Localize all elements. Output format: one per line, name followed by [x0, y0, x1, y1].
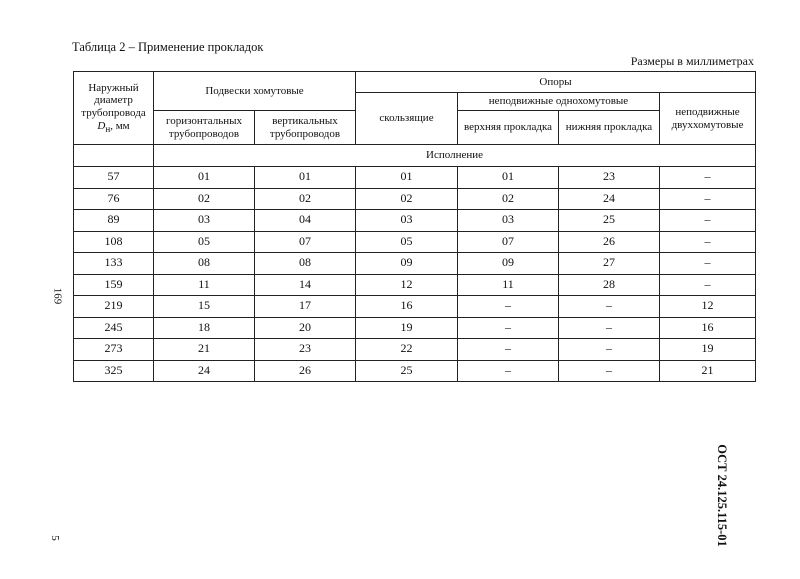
header-fixed-single: неподвижные однохомутовые	[458, 93, 660, 111]
table-row	[74, 274, 756, 296]
header-diameter-subscript: н	[105, 123, 111, 134]
table-cell: 133	[74, 253, 154, 275]
table-cell: –	[559, 296, 660, 318]
header-diameter-continuation	[74, 145, 154, 167]
table-cell: 07	[255, 231, 356, 253]
table-cell: 19	[660, 339, 756, 361]
table-cell: 325	[74, 360, 154, 382]
table-row	[74, 360, 756, 382]
table-cell: 09	[458, 253, 559, 275]
table-cell: 19	[356, 317, 458, 339]
table-row	[74, 317, 756, 339]
table-cell: 05	[356, 231, 458, 253]
header-diameter-unit: , мм	[110, 119, 130, 132]
table-cell: 89	[74, 210, 154, 232]
table-cell: –	[660, 188, 756, 210]
table-cell: 01	[154, 167, 255, 189]
table-cell: 22	[356, 339, 458, 361]
table-cell: 03	[458, 210, 559, 232]
table-cell: 11	[154, 274, 255, 296]
table-cell: –	[559, 317, 660, 339]
header-lower-gasket: нижняя прокладка	[559, 111, 660, 145]
table-cell: 02	[154, 188, 255, 210]
table-cell: 05	[154, 231, 255, 253]
table-cell: 25	[356, 360, 458, 382]
table-cell: 24	[559, 188, 660, 210]
header-diameter-symbol: D	[97, 119, 106, 132]
table-row	[74, 167, 756, 189]
table-cell: –	[559, 360, 660, 382]
table-cell: 01	[255, 167, 356, 189]
table-cell: 02	[458, 188, 559, 210]
page-number: 5	[48, 535, 61, 541]
table-row	[74, 188, 756, 210]
table-row	[74, 253, 756, 275]
header-diameter-label: Наружный диаметр трубопровода	[81, 81, 146, 119]
header-sliding: скользящие	[356, 93, 458, 145]
table-row	[74, 210, 756, 232]
table-cell: 27	[559, 253, 660, 275]
table-cell: –	[660, 253, 756, 275]
header-horizontal: горизонтальных трубопроводов	[154, 111, 255, 145]
header-vertical: вертикальных трубопроводов	[255, 111, 356, 145]
table-cell: 26	[559, 231, 660, 253]
table-cell: 11	[458, 274, 559, 296]
header-fixed-double: неподвижные двуххомутовые	[660, 93, 756, 145]
table-cell: 03	[356, 210, 458, 232]
table-row	[74, 231, 756, 253]
table-cell: 26	[255, 360, 356, 382]
table-cell: 28	[559, 274, 660, 296]
table-caption: Таблица 2 – Применение прокладок	[72, 40, 264, 54]
table-cell: 17	[255, 296, 356, 318]
table-cell: –	[458, 296, 559, 318]
table-cell: 04	[255, 210, 356, 232]
table-row	[74, 296, 756, 318]
table-cell: 219	[74, 296, 154, 318]
table-cell: 57	[74, 167, 154, 189]
table-cell: –	[660, 167, 756, 189]
table-cell: 245	[74, 317, 154, 339]
gasket-application-table	[73, 71, 756, 382]
table-cell: 24	[154, 360, 255, 382]
standard-code: ОСТ 24.125.115-01	[714, 444, 729, 547]
table-cell: 108	[74, 231, 154, 253]
table-cell: 21	[660, 360, 756, 382]
table-cell: 02	[255, 188, 356, 210]
table-cell: 07	[458, 231, 559, 253]
table-cell: 23	[255, 339, 356, 361]
table-cell: 16	[356, 296, 458, 318]
table-cell: 18	[154, 317, 255, 339]
table-cell: 16	[660, 317, 756, 339]
table-cell: 273	[74, 339, 154, 361]
table-cell: 01	[458, 167, 559, 189]
table-cell: –	[458, 317, 559, 339]
table-cell: 01	[356, 167, 458, 189]
table-cell: 12	[660, 296, 756, 318]
table-cell: –	[458, 360, 559, 382]
units-note: Размеры в миллиметрах	[630, 54, 754, 68]
table-cell: –	[458, 339, 559, 361]
table-cell: 23	[559, 167, 660, 189]
table-cell: 159	[74, 274, 154, 296]
table-cell: –	[559, 339, 660, 361]
table-cell: 21	[154, 339, 255, 361]
table-row	[74, 339, 756, 361]
header-hangers: Подвески хомутовые	[154, 72, 356, 111]
side-page-number: 169	[51, 287, 64, 305]
header-upper-gasket: верхняя прокладка	[458, 111, 559, 145]
header-execution: Исполнение	[154, 145, 756, 167]
table-body	[74, 167, 756, 382]
table-cell: 09	[356, 253, 458, 275]
table-cell: 25	[559, 210, 660, 232]
header-supports: Опоры	[356, 72, 756, 93]
table-cell: 76	[74, 188, 154, 210]
table-cell: 14	[255, 274, 356, 296]
table-cell: 03	[154, 210, 255, 232]
table-cell: –	[660, 274, 756, 296]
table-cell: –	[660, 231, 756, 253]
table-cell: 08	[255, 253, 356, 275]
table-cell: 12	[356, 274, 458, 296]
table-cell: 20	[255, 317, 356, 339]
table-cell: 15	[154, 296, 255, 318]
table-cell: –	[660, 210, 756, 232]
table-cell: 02	[356, 188, 458, 210]
table-cell: 08	[154, 253, 255, 275]
header-diameter	[74, 72, 154, 145]
